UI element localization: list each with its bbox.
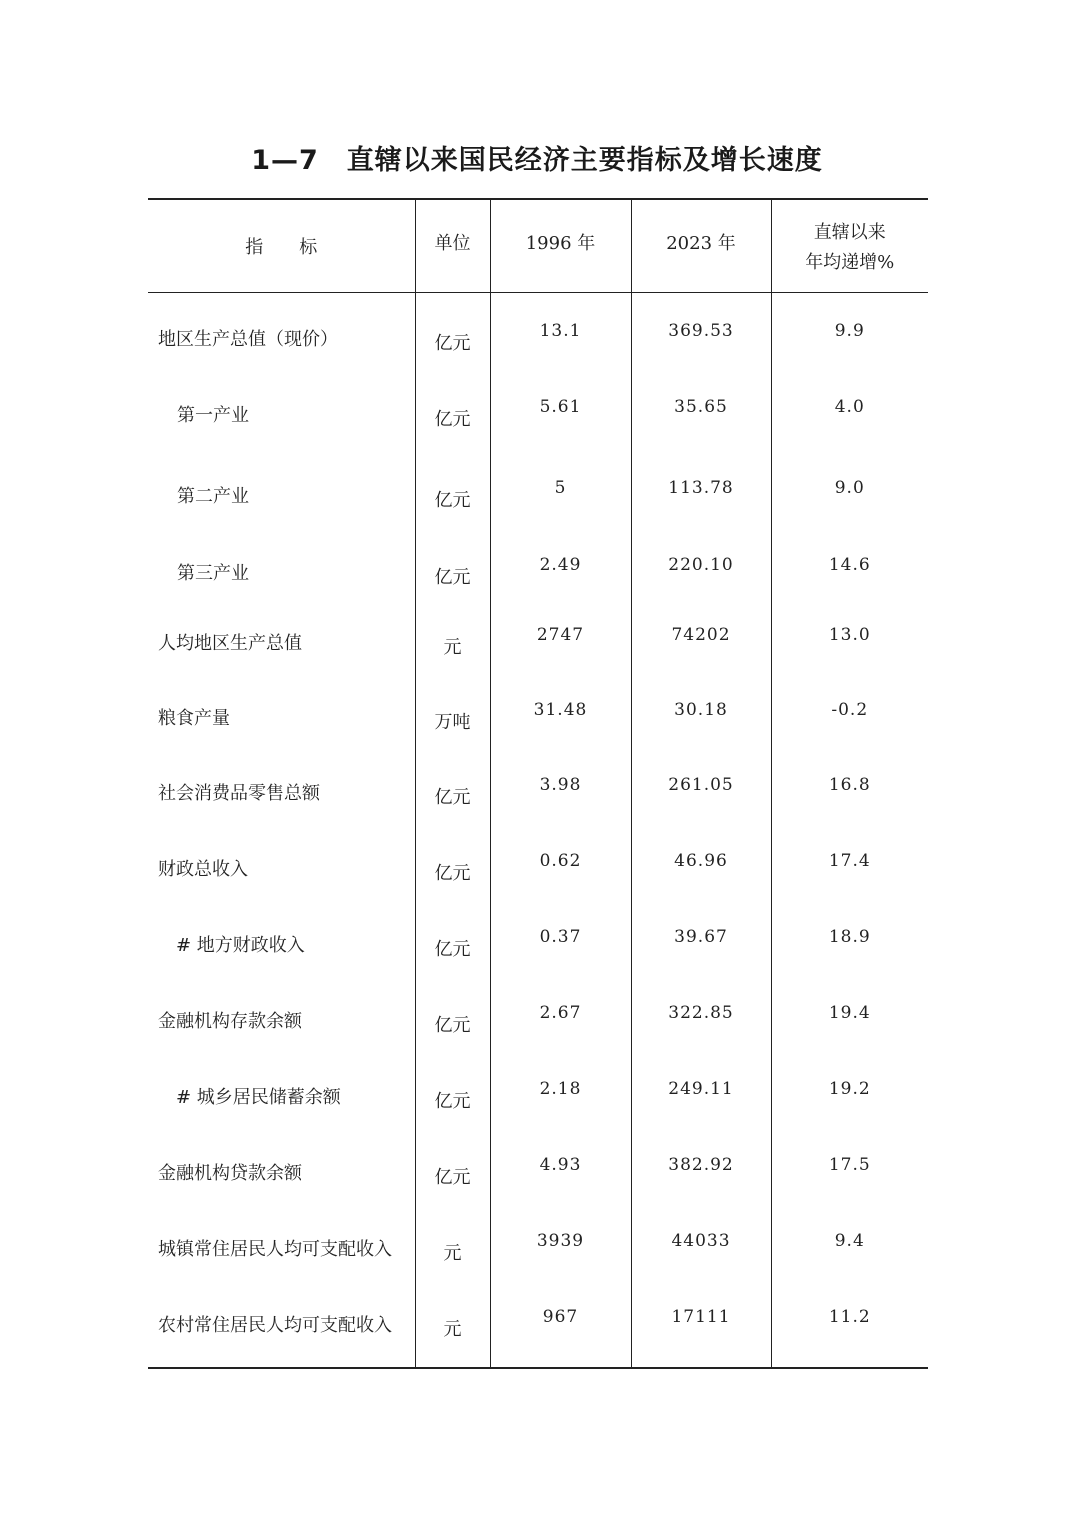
growth-header-line2: 年均递增%: [805, 251, 895, 273]
value-2023-cell: [631, 455, 771, 535]
value-2023-text: 39.67: [674, 927, 728, 947]
indicator-name-cell: [148, 1291, 415, 1368]
value-2023-cell: [631, 372, 771, 455]
table-row: [148, 372, 928, 455]
unit-cell: [415, 1215, 490, 1291]
unit-cell: [415, 372, 490, 455]
value-2023-cell: [631, 759, 771, 835]
value-1996-cell: [490, 987, 631, 1063]
growth-rate-text: 9.0: [834, 478, 865, 498]
value-2023-cell: [631, 1139, 771, 1215]
growth-rate-cell: [771, 535, 928, 607]
indicator-name-cell: [148, 759, 415, 835]
value-1996-text: 5.61: [539, 397, 582, 417]
value-2023-cell: [631, 535, 771, 607]
value-1996-text: 2.18: [539, 1079, 582, 1099]
indicator-name-text: # 城乡居民储蓄余额: [176, 1087, 341, 1108]
value-2023-text: 35.65: [674, 397, 728, 417]
value-1996-cell: [490, 372, 631, 455]
value-1996-text: 3.98: [539, 775, 582, 795]
unit-cell: [415, 1063, 490, 1139]
table-row: [148, 292, 928, 372]
growth-rate-cell: [771, 759, 928, 835]
indicator-name-text: # 地方财政收入: [176, 935, 305, 956]
indicator-name-cell: [148, 835, 415, 911]
value-2023-text: 46.96: [674, 851, 728, 871]
value-1996-cell: [490, 683, 631, 759]
value-1996-cell: [490, 535, 631, 607]
growth-rate-cell: [771, 455, 928, 535]
unit-text: 元: [443, 1319, 462, 1340]
growth-rate-text: -0.2: [831, 700, 869, 720]
value-1996-text: 31.48: [533, 700, 588, 720]
value-1996-cell: [490, 759, 631, 835]
unit-cell: [415, 292, 490, 372]
col-header-1996: 1996 年: [490, 199, 631, 292]
indicator-name-text: 人均地区生产总值: [158, 633, 302, 654]
growth-rate-cell: [771, 1291, 928, 1368]
value-1996-text: 4.93: [539, 1155, 582, 1175]
unit-cell: [415, 1139, 490, 1215]
indicator-name-cell: [148, 292, 415, 372]
value-2023-cell: [631, 1291, 771, 1368]
value-2023-text: 322.85: [668, 1003, 734, 1023]
table-row: [148, 535, 928, 607]
unit-cell: [415, 987, 490, 1063]
indicator-name-text: 社会消费品零售总额: [158, 783, 320, 804]
value-2023-text: 220.10: [668, 555, 734, 575]
unit-text: 亿元: [434, 863, 471, 884]
unit-text: 亿元: [434, 787, 471, 808]
indicator-name-cell: [148, 1139, 415, 1215]
indicator-name-text: 金融机构贷款余额: [158, 1163, 302, 1184]
indicator-name-cell: [148, 683, 415, 759]
value-2023-text: 382.92: [668, 1155, 734, 1175]
unit-text: 亿元: [434, 939, 471, 960]
value-1996-cell: [490, 1215, 631, 1291]
growth-rate-text: 13.0: [828, 625, 871, 645]
page-title: 1—7 直辖以来国民经济主要指标及增长速度: [251, 145, 823, 176]
indicator-name-cell: [148, 535, 415, 607]
growth-rate-text: 19.2: [828, 1079, 871, 1099]
unit-cell: [415, 759, 490, 835]
value-1996-text: 2.49: [539, 555, 582, 575]
growth-rate-text: 11.2: [828, 1307, 871, 1327]
value-2023-cell: [631, 607, 771, 683]
value-2023-cell: [631, 911, 771, 987]
value-1996-text: 13.1: [539, 320, 582, 341]
unit-text: 亿元: [434, 1091, 471, 1112]
value-1996-text: 0.37: [539, 927, 582, 947]
growth-rate-text: 17.5: [828, 1155, 871, 1175]
value-2023-text: 44033: [671, 1231, 731, 1251]
growth-rate-cell: [771, 372, 928, 455]
value-2023-cell: [631, 683, 771, 759]
table-row: [148, 1291, 928, 1368]
value-1996-text: 967: [542, 1307, 579, 1327]
value-2023-cell: [631, 1063, 771, 1139]
growth-rate-cell: [771, 292, 928, 372]
col-header-indicator: 指 标: [148, 199, 415, 292]
unit-text: 亿元: [434, 490, 471, 511]
table-row: [148, 455, 928, 535]
value-2023-cell: [631, 292, 771, 372]
growth-rate-text: 9.4: [834, 1231, 865, 1251]
growth-rate-cell: [771, 911, 928, 987]
table-row: [148, 607, 928, 683]
value-2023-cell: [631, 987, 771, 1063]
growth-rate-text: 19.4: [828, 1003, 871, 1023]
indicator-name-cell: [148, 455, 415, 535]
table-row: [148, 759, 928, 835]
growth-rate-text: 14.6: [828, 555, 871, 575]
indicator-name-text: 粮食产量: [158, 708, 230, 729]
unit-cell: [415, 455, 490, 535]
indicator-name-cell: [148, 1063, 415, 1139]
value-2023-text: 30.18: [674, 700, 728, 720]
growth-rate-cell: [771, 607, 928, 683]
table-row: [148, 911, 928, 987]
unit-cell: [415, 607, 490, 683]
unit-text: 元: [443, 1243, 462, 1264]
value-1996-text: 5: [554, 478, 567, 498]
unit-text: 亿元: [434, 409, 471, 430]
value-1996-text: 2747: [536, 625, 585, 645]
value-1996-text: 0.62: [539, 851, 582, 871]
table-row: [148, 1063, 928, 1139]
growth-rate-text: 18.9: [828, 927, 871, 947]
indicator-name-text: 第二产业: [177, 486, 249, 507]
indicator-name-text: 财政总收入: [158, 859, 248, 880]
unit-text: 亿元: [434, 332, 471, 354]
value-1996-text: 3939: [536, 1231, 585, 1251]
table-row: [148, 1215, 928, 1291]
value-1996-cell: [490, 835, 631, 911]
unit-cell: [415, 911, 490, 987]
unit-cell: [415, 535, 490, 607]
col-header-2023: 2023 年: [631, 199, 771, 292]
indicator-name-cell: [148, 987, 415, 1063]
growth-rate-cell: [771, 1215, 928, 1291]
indicator-name-cell: [148, 607, 415, 683]
value-1996-text: 2.67: [539, 1003, 582, 1023]
value-1996-cell: [490, 1139, 631, 1215]
growth-rate-cell: [771, 1063, 928, 1139]
unit-text: 亿元: [434, 1167, 471, 1188]
unit-text: 万吨: [434, 712, 471, 733]
value-2023-text: 369.53: [668, 320, 734, 341]
table-row: [148, 835, 928, 911]
value-1996-cell: [490, 607, 631, 683]
value-2023-cell: [631, 1215, 771, 1291]
growth-header-line1: 直辖以来: [813, 221, 886, 243]
value-2023-cell: [631, 835, 771, 911]
growth-rate-cell: [771, 835, 928, 911]
unit-cell: [415, 835, 490, 911]
table-header-row: [148, 199, 928, 292]
value-2023-text: 113.78: [668, 478, 734, 498]
growth-rate-text: 16.8: [828, 775, 871, 795]
indicator-name-text: 农村常住居民人均可支配收入: [158, 1315, 392, 1336]
value-2023-text: 17111: [671, 1307, 731, 1327]
value-2023-text: 74202: [671, 625, 731, 645]
unit-cell: [415, 683, 490, 759]
indicator-name-text: 第一产业: [177, 405, 249, 426]
growth-rate-text: 9.9: [834, 320, 865, 341]
growth-rate-cell: [771, 987, 928, 1063]
unit-text: 元: [443, 637, 462, 658]
growth-rate-text: 17.4: [828, 851, 871, 871]
value-2023-text: 261.05: [668, 775, 734, 795]
col-header-unit: 单位: [415, 199, 490, 292]
table-row: [148, 987, 928, 1063]
indicator-name-text: 城镇常住居民人均可支配收入: [158, 1239, 392, 1260]
table-row: [148, 683, 928, 759]
indicator-name-text: 地区生产总值（现价）: [158, 328, 338, 350]
value-1996-cell: [490, 1291, 631, 1368]
value-1996-cell: [490, 455, 631, 535]
table-row: [148, 1139, 928, 1215]
growth-rate-text: 4.0: [834, 397, 865, 417]
indicator-name-cell: [148, 372, 415, 455]
unit-cell: [415, 1291, 490, 1368]
unit-text: 亿元: [434, 567, 471, 588]
indicators-table: [148, 198, 928, 1369]
indicator-name-cell: [148, 1215, 415, 1291]
indicator-name-text: 第三产业: [177, 563, 249, 584]
growth-rate-cell: [771, 1139, 928, 1215]
value-1996-cell: [490, 1063, 631, 1139]
value-1996-cell: [490, 292, 631, 372]
indicator-name-text: 金融机构存款余额: [158, 1011, 302, 1032]
value-2023-text: 249.11: [668, 1079, 734, 1099]
col-header-growth: [771, 199, 928, 292]
growth-rate-cell: [771, 683, 928, 759]
value-1996-cell: [490, 911, 631, 987]
unit-text: 亿元: [434, 1015, 471, 1036]
indicator-name-cell: [148, 911, 415, 987]
